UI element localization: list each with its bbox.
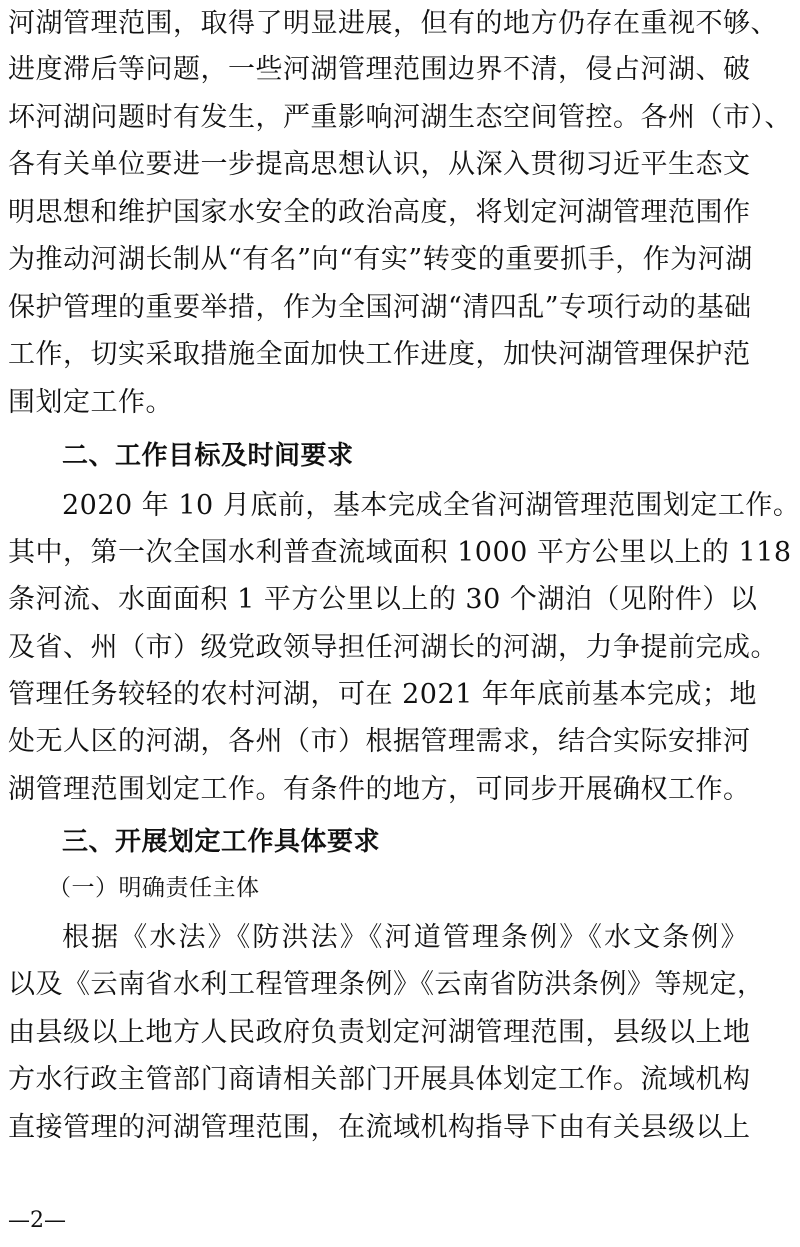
body-text-line: 河湖管理范围，取得了明显进展，但有的地方仍存在重视不够、 — [8, 8, 778, 39]
section-heading-3: 三、开展划定工作具体要求 — [62, 827, 381, 857]
body-text-line: 保护管理的重要举措，作为全国河湖“清四乱”专项行动的基础 — [8, 292, 752, 323]
body-text-line: 湖管理范围划定工作。有条件的地方，可同步开展确权工作。 — [8, 774, 751, 805]
body-text-line: 处无人区的河湖，各州（市）根据管理需求，结合实际安排河 — [8, 726, 751, 757]
body-text-line: 条河流、水面面积 1 平方公里以上的 30 个湖泊（见附件）以 — [8, 584, 758, 615]
body-text-line: 以及《云南省水利工程管理条例》《云南省防洪条例》等规定， — [8, 969, 765, 1000]
body-text-line: 其中，第一次全国水利普查流域面积 1000 平方公里以上的 118 — [8, 537, 792, 568]
body-text-line: 明思想和维护国家水安全的政治高度，将划定河湖管理范围作 — [8, 197, 751, 228]
body-text-line: 进度滞后等问题，一些河湖管理范围边界不清，侵占河湖、破 — [8, 54, 751, 85]
section-heading-2: 二、工作目标及时间要求 — [62, 441, 354, 471]
body-text-line: 工作，切实采取措施全面加快工作进度，加快河湖管理保护范 — [8, 339, 751, 370]
body-text-line: 方水行政主管部门商请相关部门开展具体划定工作。流域机构 — [8, 1064, 751, 1095]
body-text-line: 坏河湖问题时有发生，严重影响河湖生态空间管控。各州（市）、 — [8, 102, 792, 133]
body-text-line: 根据《水法》《防洪法》《河道管理条例》《水文条例》 — [62, 922, 748, 953]
body-text-line: 为推动河湖长制从“有名”向“有实”转变的重要抓手，作为河湖 — [8, 244, 753, 275]
body-text-line: 由县级以上地方人民政府负责划定河湖管理范围，县级以上地 — [8, 1017, 751, 1048]
subsection-heading: （一）明确责任主体 — [48, 875, 260, 901]
body-text-line: 各有关单位要进一步提高思想认识，从深入贯彻习近平生态文 — [8, 149, 751, 180]
page-number: —2— — [8, 1208, 66, 1233]
body-text-line: 管理任务较轻的农村河湖，可在 2021 年年底前基本完成；地 — [8, 679, 757, 710]
body-text-line: 围划定工作。 — [8, 387, 173, 418]
body-text-line: 及省、州（市）级党政领导担任河湖长的河湖，力争提前完成。 — [8, 632, 778, 663]
body-text-line: 直接管理的河湖管理范围，在流域机构指导下由有关县级以上 — [8, 1112, 751, 1143]
body-text-line: 2020 年 10 月底前，基本完成全省河湖管理范围划定工作。 — [62, 490, 800, 521]
